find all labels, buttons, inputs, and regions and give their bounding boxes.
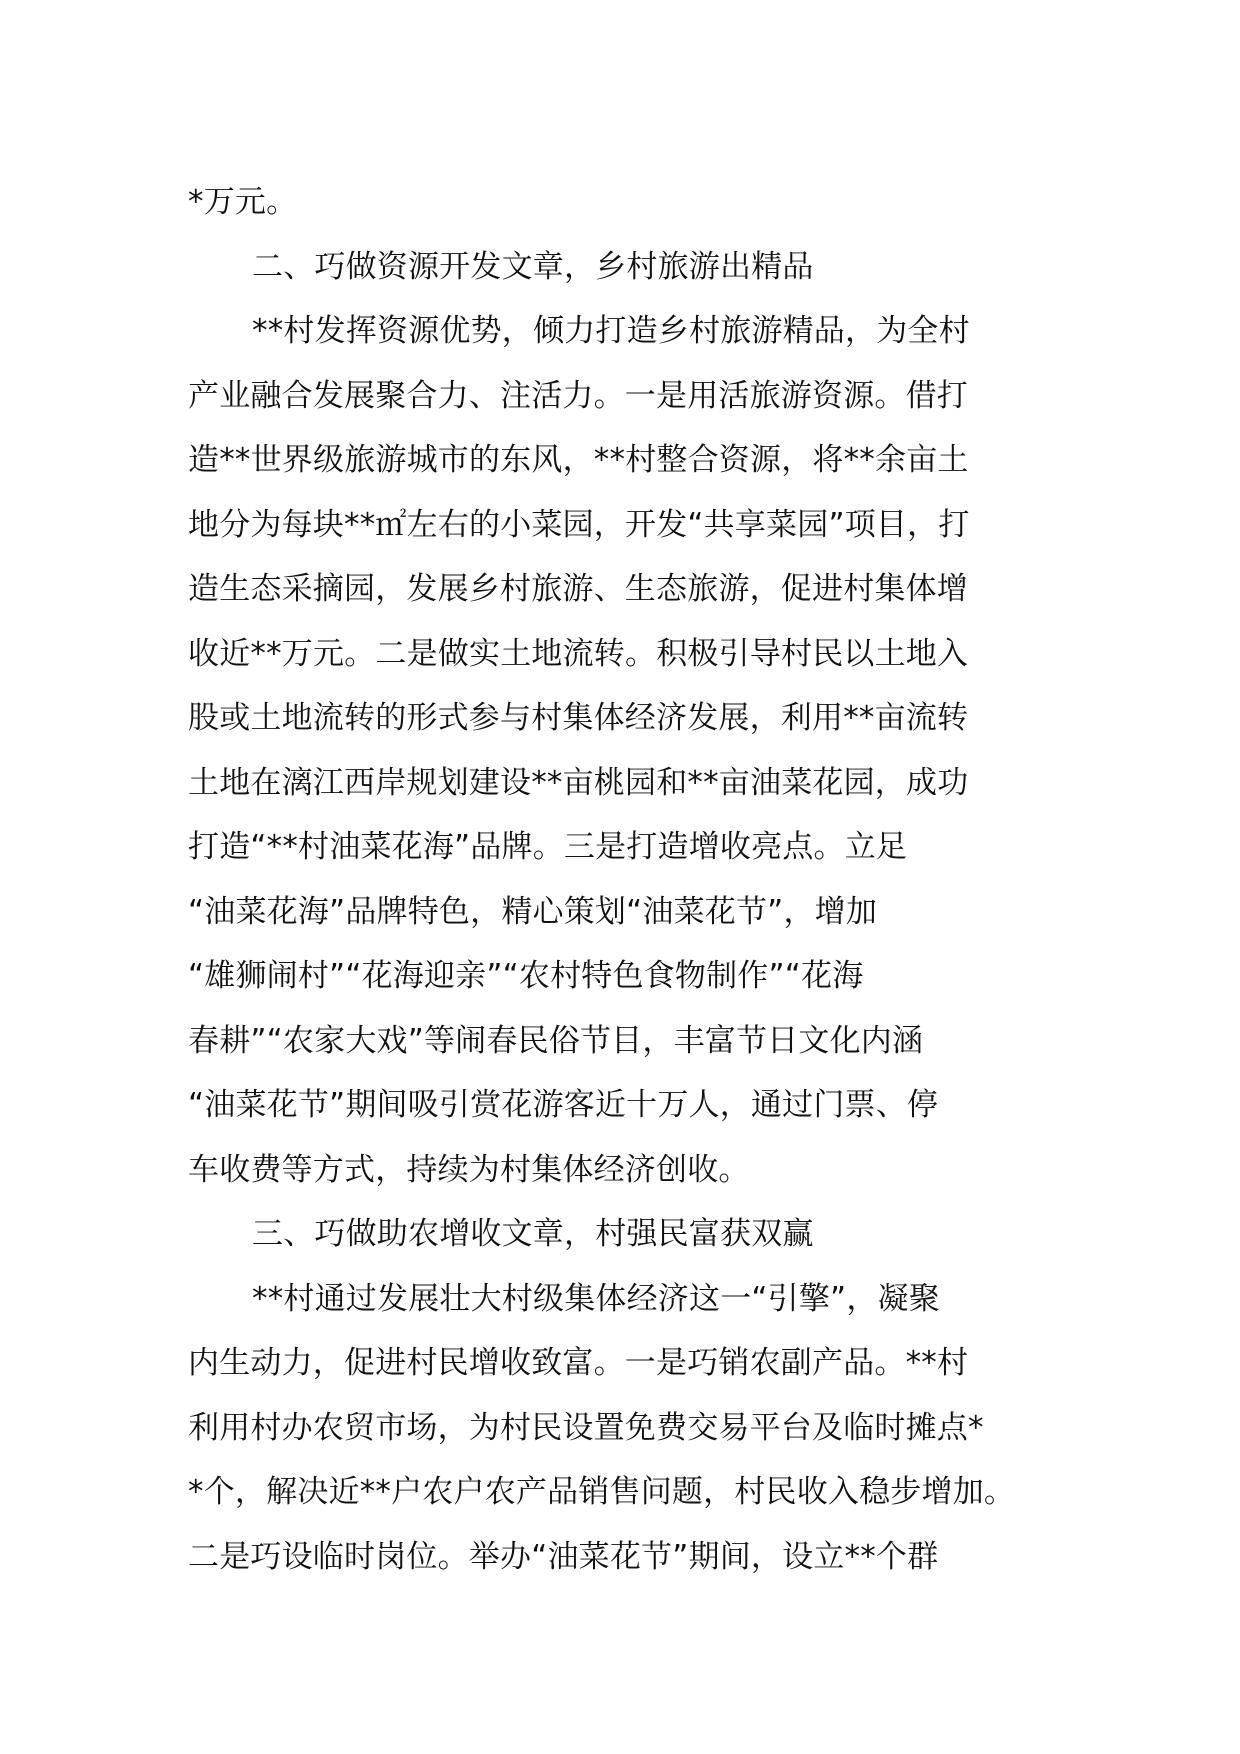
body-text: [188, 170, 1060, 1589]
text-line: 内生动力，促进村民增收致富。一是巧销农副产品。**村: [188, 1345, 969, 1381]
text-line: **村通过发展壮大村级集体经济这一“引擎”，凝聚: [252, 1280, 940, 1317]
text-line: 利用村办农贸市场，为村民设置免费交易平台及临时摊点*: [188, 1409, 984, 1446]
text-line: “油菜花节”期间吸引赏花游客近十万人，通过门票、停: [188, 1087, 939, 1123]
text-line: 产业融合发展聚合力、注活力。一是用活旅游资源。借打: [188, 377, 968, 414]
text-line: 造**世界级旅游城市的东风，**村整合资源，将**余亩土: [188, 442, 969, 478]
text-line: 收近**万元。二是做实土地流转。积极引导村民以土地入: [188, 635, 969, 672]
text-line: 造生态采摘园，发展乡村旅游、生态旅游，促进村集体增: [188, 571, 968, 607]
text-line: *万元。: [188, 184, 298, 220]
section-heading: 二、巧做资源开发文章，乡村旅游出精品: [252, 248, 814, 285]
text-line: 春耕”“农家大戏”等闹春民俗节目，丰富节日文化内涵: [188, 1022, 924, 1059]
text-line: 股或土地流转的形式参与村集体经济发展，利用**亩流转: [188, 700, 969, 736]
text-line: *个，解决近**户农户农产品销售问题，村民收入稳步增加。: [188, 1474, 1016, 1510]
text-line: **村发挥资源优势，倾力打造乡村旅游精品，为全村: [252, 313, 970, 349]
text-line: 土地在漓江西岸规划建设**亩桃园和**亩油菜花园，成功: [188, 764, 969, 801]
text-line: 二是巧设临时岗位。举办“油菜花节”期间，设立**个群: [188, 1538, 939, 1575]
text-line: “雄狮闹村”“花海迎亲”“农村特色食物制作”“花海: [188, 958, 864, 994]
text-line: “油菜花海”品牌特色，精心策划“油菜花节”，增加: [188, 893, 878, 930]
text-line: 地分为每块**㎡左右的小菜园，开发“共享菜园”项目，打: [188, 506, 970, 543]
section-heading: 三、巧做助农增收文章，村强民富获双赢: [252, 1216, 814, 1252]
text-line: 打造“**村油菜花海”品牌。三是打造增收亮点。立足: [188, 829, 908, 865]
text-line: 车收费等方式，持续为村集体经济创收。: [188, 1151, 750, 1188]
